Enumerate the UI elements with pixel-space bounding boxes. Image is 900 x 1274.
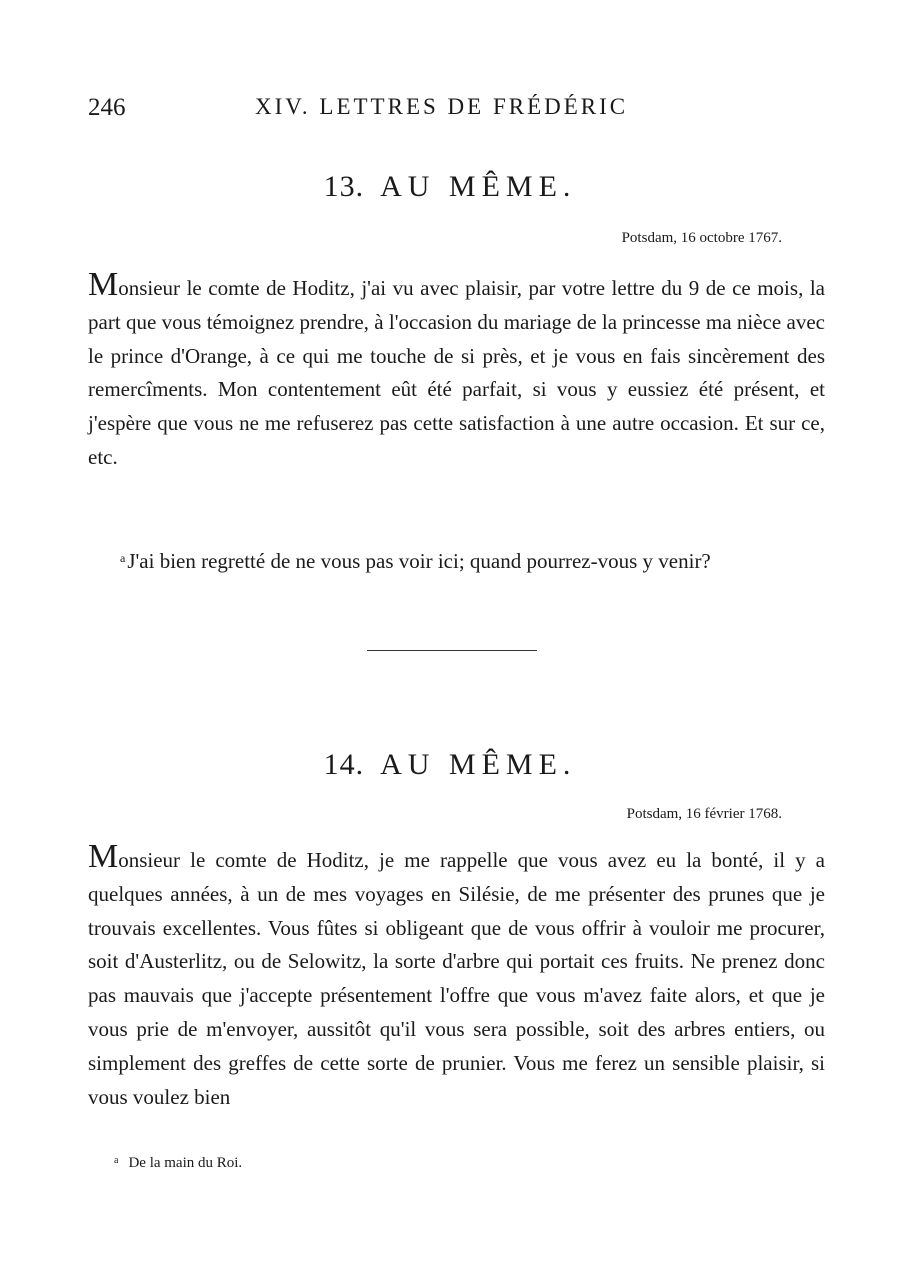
letter-14-heading (0, 748, 900, 782)
letter-14-title: AU MÊME. (380, 748, 577, 781)
letter-13-number: 13. (323, 170, 365, 203)
letter-13-title: AU MÊME. (380, 170, 577, 203)
letter-13-dateline: Potsdam, 16 octobre 1767. (621, 230, 782, 246)
letter-14-body-text: onsieur le comte de Hoditz, je me rappelle que vous avez eu la bonté, il y a quelques années, à un de mes voyages en Silésie, de me présenter des prunes que je trouvais excellentes. Vous fûtes si obligeant que de vous offrir à vouloir me procurer, soit d'Austerlitz, ou de Selowitz, la sorte d'arbre qui portait ces fruits. Ne prenez donc pas mauvais que j'accepte présentement l'offre que vous m'avez faite alors, et que je vous prie de m'envoyer, aussitôt qu'il vous sera possible, soit des arbres entiers, ou simplement des greffes de cette sorte de prunier. Vous me ferez un sensible plaisir, si vous voulez bien (88, 848, 825, 1109)
footnote-text: De la main du Roi. (128, 1155, 243, 1171)
letter-13-postscript-text: J'ai bien regretté de ne vous pas voir ici; quand pourrez-vous y venir? (127, 549, 711, 573)
section-divider (367, 650, 537, 651)
page-number: 246 (88, 94, 126, 121)
footnote (114, 1155, 242, 1172)
letter-14-number: 14. (323, 748, 365, 781)
letter-14-body (88, 838, 825, 1114)
letter-13-dropcap: M (88, 266, 119, 303)
footnote-mark: a (114, 1155, 119, 1166)
running-head (88, 94, 828, 128)
postscript-footnote-mark: a (120, 551, 126, 565)
letter-13-body-text: onsieur le comte de Hoditz, j'ai vu avec plaisir, par votre lettre du 9 de ce mois, la part que vous témoignez prendre, à l'occasion du mariage de la princesse ma nièce avec le prince d'Orange, à ce qui me touche de si près, et je vous en fais sincèrement des remercîments. Mon contentement eût été parfait, si vous y eussiez été présent, et j'espère que vous ne me refuserez pas cette satisfaction à une autre occasion. Et sur ce, etc. (88, 276, 825, 469)
letter-13-postscript (88, 541, 825, 578)
letter-13-heading (0, 170, 900, 204)
letter-14-dateline: Potsdam, 16 février 1768. (626, 806, 782, 822)
letter-14-dropcap: M (88, 838, 119, 875)
running-title: XIV. LETTRES DE FRÉDÉRIC (255, 94, 629, 119)
letter-13-body (88, 266, 825, 475)
